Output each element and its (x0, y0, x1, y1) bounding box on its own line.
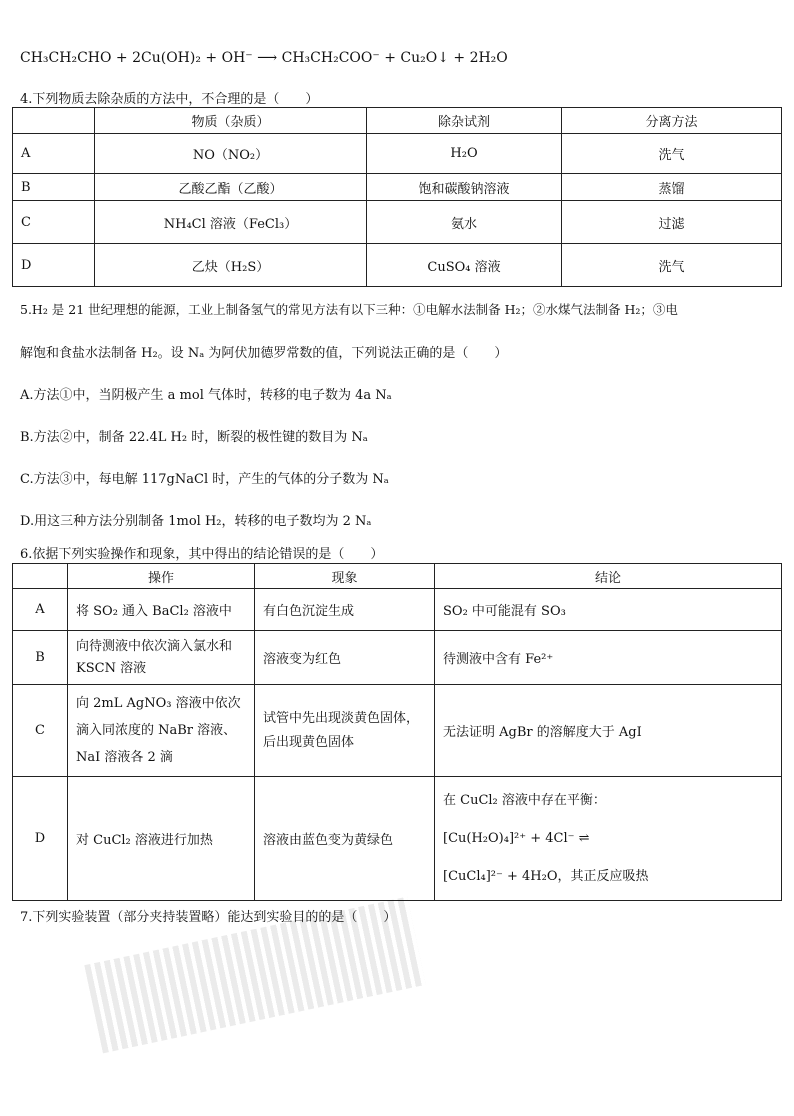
table-row (13, 201, 782, 244)
conclusion-cell: 在 CuCl₂ 溶液中存在平衡： [Cu(H₂O)₄]²⁺ + 4Cl⁻ ⇌ [CuCl₄]²⁻ + 4H₂O，其正反应吸热 (435, 777, 782, 901)
operation-cell: 向 2mL AgNO₃ 溶液中依次 滴入同浓度的 NaBr 溶液、 NaI 溶液各 2 滴 (68, 685, 255, 777)
method-cell: 过滤 (562, 201, 782, 244)
substance-cell: 乙炔（H₂S） (95, 244, 367, 287)
question-4-table (12, 107, 782, 287)
header-cell (13, 564, 68, 589)
question-6-stem: 6.依据下列实验操作和现象，其中得出的结论错误的是（ ） (20, 547, 384, 562)
table-header-row (13, 564, 782, 589)
table-row (13, 174, 782, 201)
reagent-cell: 饱和碳酸钠溶液 (367, 174, 562, 201)
question-5-stem-line-2: 解饱和食盐水法制备 H₂。设 Nₐ 为阿伏加德罗常数的值，下列说法正确的是（ ） (20, 346, 508, 361)
table-row (13, 134, 782, 174)
row-label: A (13, 134, 95, 174)
reagent-cell: 氨水 (367, 201, 562, 244)
equation-line: CH₃CH₂CHO + 2Cu(OH)₂ + OH⁻ ⟶ CH₃CH₂COO⁻ + Cu₂O↓ + 2H₂O (20, 50, 508, 66)
row-label: A (13, 589, 68, 631)
operation-cell: 对 CuCl₂ 溶液进行加热 (68, 777, 255, 901)
table-row (13, 685, 782, 777)
header-cell (13, 108, 95, 134)
table-row (13, 631, 782, 685)
table-row (13, 244, 782, 287)
observation-cell: 溶液变为红色 (255, 631, 435, 685)
question-4-stem: 4.下列物质去除杂质的方法中，不合理的是（ ） (20, 92, 319, 107)
header-cell: 分离方法 (562, 108, 782, 134)
header-cell: 除杂试剂 (367, 108, 562, 134)
method-cell: 蒸馏 (562, 174, 782, 201)
row-label: D (13, 244, 95, 287)
row-label: B (13, 174, 95, 201)
conclusion-cell: 无法证明 AgBr 的溶解度大于 AgI (435, 685, 782, 777)
row-label: C (13, 201, 95, 244)
operation-cell: 向待测液中依次滴入氯水和 KSCN 溶液 (68, 631, 255, 685)
reagent-cell: CuSO₄ 溶液 (367, 244, 562, 287)
method-cell: 洗气 (562, 244, 782, 287)
substance-cell: NO（NO₂） (95, 134, 367, 174)
observation-cell: 试管中先出现淡黄色固体， 后出现黄色固体 (255, 685, 435, 777)
question-5-option-d: D.用这三种方法分别制备 1mol H₂，转移的电子数均为 2 Nₐ (20, 514, 372, 529)
question-5-option-c: C.方法③中，每电解 117gNaCl 时，产生的气体的分子数为 Nₐ (20, 472, 389, 487)
method-cell: 洗气 (562, 134, 782, 174)
substance-cell: NH₄Cl 溶液（FeCl₃） (95, 201, 367, 244)
header-cell: 操作 (68, 564, 255, 589)
row-label: B (13, 631, 68, 685)
row-label: C (13, 685, 68, 777)
question-5-option-a: A.方法①中，当阴极产生 a mol 气体时，转移的电子数为 4a Nₐ (20, 388, 392, 403)
header-cell: 现象 (255, 564, 435, 589)
observation-cell: 有白色沉淀生成 (255, 589, 435, 631)
conclusion-cell: SO₂ 中可能混有 SO₃ (435, 589, 782, 631)
row-label: D (13, 777, 68, 901)
operation-cell: 将 SO₂ 通入 BaCl₂ 溶液中 (68, 589, 255, 631)
question-5-option-b: B.方法②中，制备 22.4L H₂ 时，断裂的极性键的数目为 Nₐ (20, 430, 368, 445)
reagent-cell: H₂O (367, 134, 562, 174)
table-row (13, 777, 782, 901)
table-header-row (13, 108, 782, 134)
table-row (13, 589, 782, 631)
header-cell: 结论 (435, 564, 782, 589)
observation-cell: 溶液由蓝色变为黄绿色 (255, 777, 435, 901)
conclusion-cell: 待测液中含有 Fe²⁺ (435, 631, 782, 685)
question-5-stem-line-1: 5.H₂ 是 21 世纪理想的能源，工业上制备氢气的常见方法有以下三种：①电解水法制备 H₂；②水煤气法制备 H₂；③电 (20, 302, 678, 317)
question-6-table (12, 563, 782, 901)
question-7-stem: 7.下列实验装置（部分夹持装置略）能达到实验目的的是（ ） (20, 910, 397, 925)
substance-cell: 乙酸乙酯（乙酸） (95, 174, 367, 201)
header-cell: 物质（杂质） (95, 108, 367, 134)
